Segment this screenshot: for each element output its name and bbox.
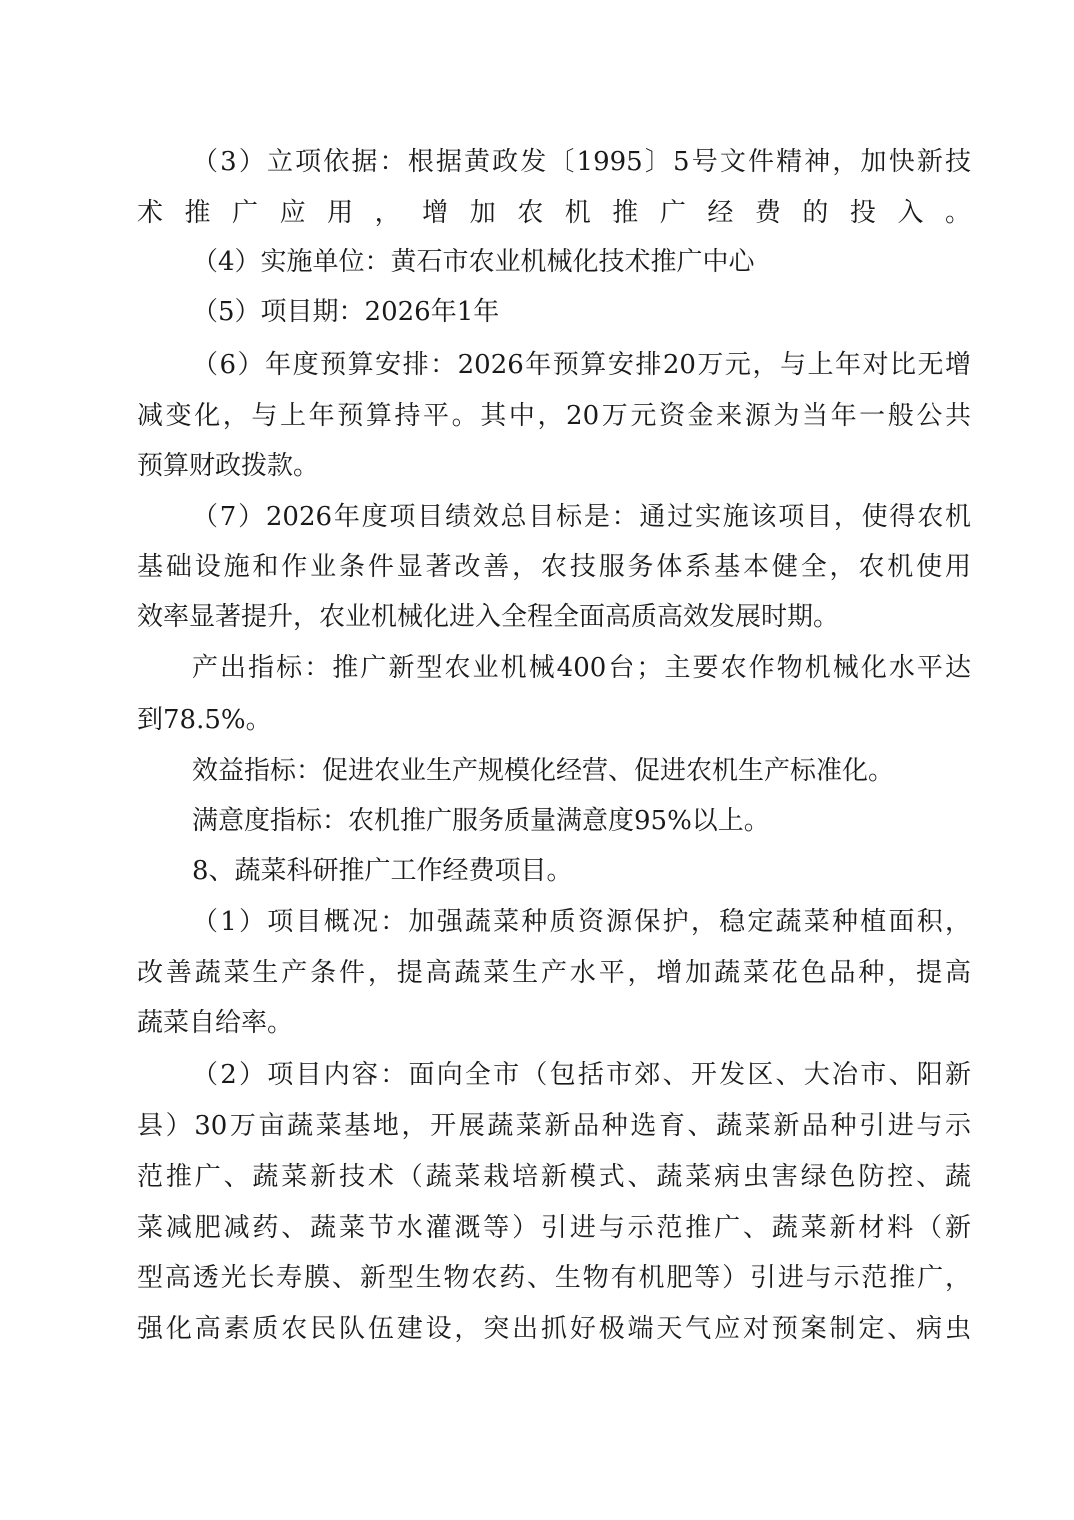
paragraph-line: 效益指标：促进农业生产规模化经营、促进农机生产标准化。 xyxy=(192,756,895,786)
paragraph-line: （5）项目期：2026年1年 xyxy=(192,297,500,327)
paragraph-line: 强化高素质农民队伍建设，突出抓好极端天气应对预案制定、病虫 xyxy=(137,1314,971,1344)
paragraph-line: （4）实施单位：黄石市农业机械化技术推广中心 xyxy=(192,247,755,277)
paragraph-line: 到78.5%。 xyxy=(137,705,272,735)
paragraph-line: （1）项目概况：加强蔬菜种质资源保护，稳定蔬菜种植面积， xyxy=(192,907,971,937)
paragraph-line: 预算财政拨款。 xyxy=(137,451,320,481)
paragraph-line: 基础设施和作业条件显著改善，农技服务体系基本健全，农机使用 xyxy=(137,552,971,582)
paragraph-line: 县）30万亩蔬菜基地，开展蔬菜新品种选育、蔬菜新品种引进与示 xyxy=(137,1111,971,1141)
paragraph-line: 减变化，与上年预算持平。其中，20万元资金来源为当年一般公共 xyxy=(137,401,971,431)
paragraph-line: （2）项目内容：面向全市（包括市郊、开发区、大冶市、阳新 xyxy=(192,1060,971,1090)
paragraph-line: 产出指标：推广新型农业机械400台；主要农作物机械化水平达 xyxy=(192,653,971,683)
paragraph-line: 8、蔬菜科研推广工作经费项目。 xyxy=(192,856,573,886)
paragraph-line: （3）立项依据：根据黄政发〔1995〕5号文件精神，加快新技 xyxy=(192,147,971,177)
paragraph-line: 效率显著提升，农业机械化进入全程全面高质高效发展时期。 xyxy=(137,602,840,632)
paragraph-line: 范推广、蔬菜新技术（蔬菜栽培新模式、蔬菜病虫害绿色防控、蔬 xyxy=(137,1162,971,1192)
paragraph-line: 菜减肥减药、蔬菜节水灌溉等）引进与示范推广、蔬菜新材料（新 xyxy=(137,1213,971,1243)
paragraph-line: 型高透光长寿膜、新型生物农药、生物有机肥等）引进与示范推广， xyxy=(137,1263,971,1293)
paragraph-line: （6）年度预算安排：2026年预算安排20万元，与上年对比无增 xyxy=(192,350,971,380)
paragraph-line: 改善蔬菜生产条件，提高蔬菜生产水平，增加蔬菜花色品种，提高 xyxy=(137,958,971,988)
paragraph-line: 术推广应用，增加农机推广经费的投入。 xyxy=(137,198,971,228)
paragraph-line: 蔬菜自给率。 xyxy=(137,1008,294,1038)
paragraph-line: （7）2026年度项目绩效总目标是：通过实施该项目，使得农机 xyxy=(192,502,971,532)
paragraph-line: 满意度指标：农机推广服务质量满意度95%以上。 xyxy=(192,806,770,836)
